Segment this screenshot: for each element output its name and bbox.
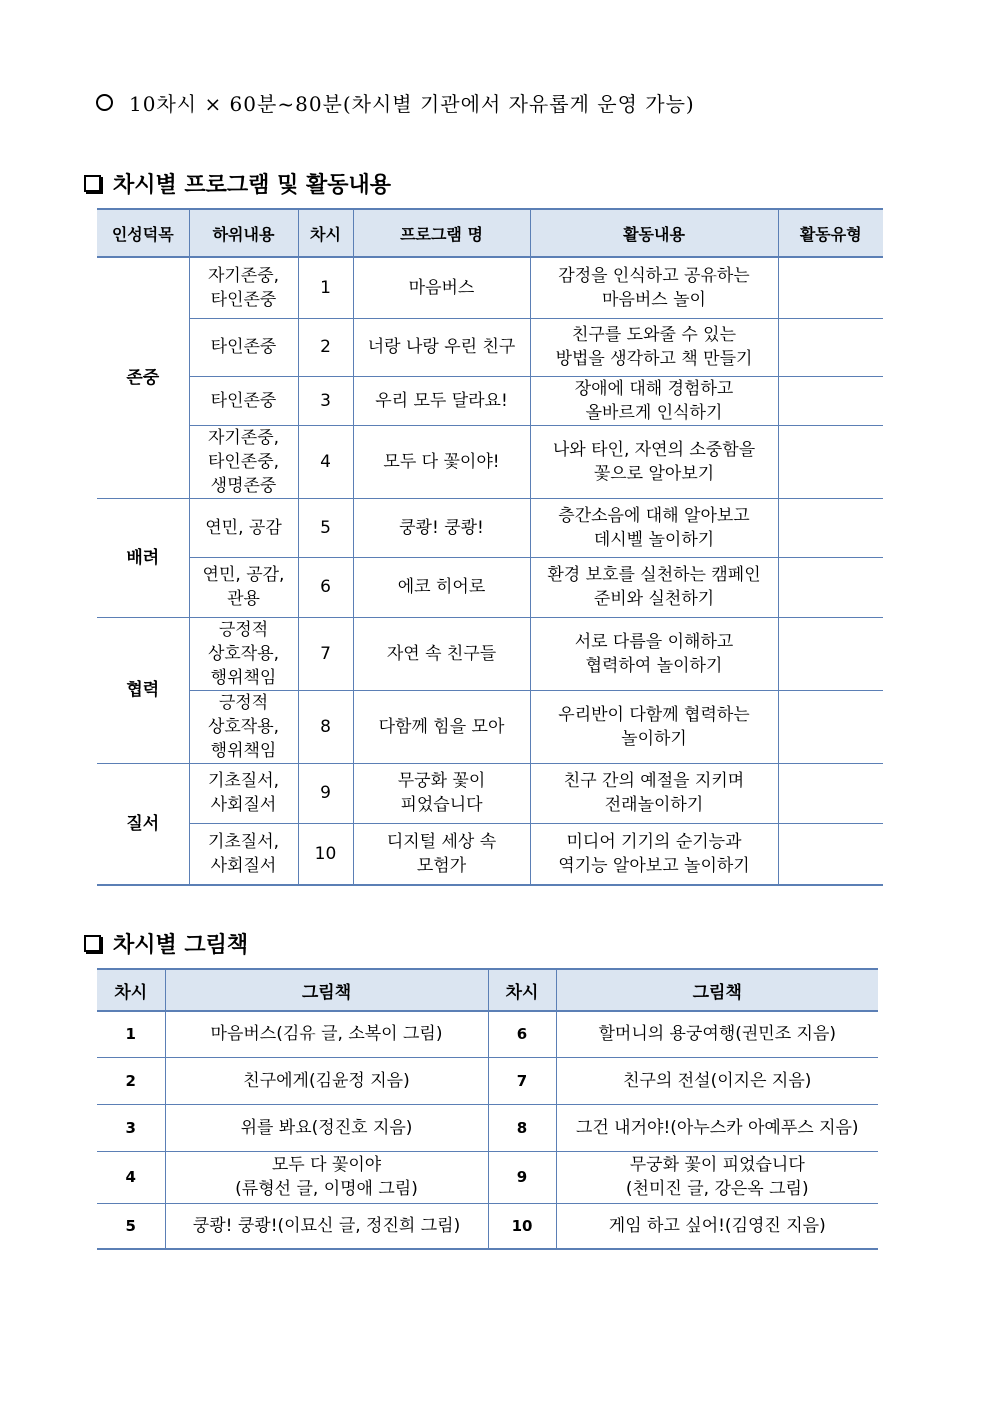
activity-cell: 감정을 인식하고 공유하는 마음버스 놀이 [530, 257, 778, 318]
header-sub: 하위내용 [189, 209, 298, 257]
program-cell: 모두 다 꽃이야! [353, 425, 530, 498]
book-cell: 위를 봐요(정진호 지음) [165, 1104, 488, 1151]
program-table-header [97, 209, 883, 257]
table-row [97, 425, 883, 498]
intro-line [96, 88, 695, 117]
type-cell [778, 257, 883, 318]
session-cell: 8 [488, 1104, 556, 1151]
sub-cell: 연민, 공감, 관용 [189, 557, 298, 617]
session-cell: 5 [97, 1203, 165, 1249]
header-session: 차시 [298, 209, 353, 257]
book-cell: 무궁화 꽃이 피었습니다 (천미진 글, 강은옥 그림) [556, 1151, 878, 1203]
circle-bullet-icon [96, 94, 113, 111]
header-type: 활동유형 [778, 209, 883, 257]
type-cell [778, 823, 883, 885]
activity-cell: 미디어 기기의 순기능과 역기능 알아보고 놀이하기 [530, 823, 778, 885]
program-cell: 마음버스 [353, 257, 530, 318]
program-cell: 쿵쾅! 쿵쾅! [353, 498, 530, 557]
book-cell: 쿵쾅! 쿵쾅!(이묘신 글, 정진희 그림) [165, 1203, 488, 1249]
sub-cell: 긍정적 상호작용, 행위책임 [189, 690, 298, 763]
type-cell [778, 690, 883, 763]
book-cell: 마음버스(김유 글, 소복이 그림) [165, 1011, 488, 1057]
sub-cell: 연민, 공감 [189, 498, 298, 557]
sub-cell: 타인존중 [189, 318, 298, 376]
header-activity: 활동내용 [530, 209, 778, 257]
table-row [97, 1104, 878, 1151]
session-cell: 8 [298, 690, 353, 763]
book-cell: 그건 내거야!(아누스카 아예푸스 지음) [556, 1104, 878, 1151]
session-cell: 9 [298, 763, 353, 823]
type-cell [778, 318, 883, 376]
program-cell: 자연 속 친구들 [353, 617, 530, 690]
program-cell: 무궁화 꽃이 피었습니다 [353, 763, 530, 823]
header-book: 그림책 [165, 969, 488, 1011]
session-cell: 3 [97, 1104, 165, 1151]
session-cell: 4 [97, 1151, 165, 1203]
virtue-cell: 존중 [97, 257, 189, 498]
header-session: 차시 [488, 969, 556, 1011]
session-cell: 6 [298, 557, 353, 617]
table-row [97, 690, 883, 763]
header-session: 차시 [97, 969, 165, 1011]
book-cell: 게임 하고 싶어!(김영진 지음) [556, 1203, 878, 1249]
type-cell [778, 425, 883, 498]
session-cell: 5 [298, 498, 353, 557]
program-table [97, 208, 883, 886]
program-cell: 우리 모두 달라요! [353, 376, 530, 425]
session-cell: 10 [488, 1203, 556, 1249]
table-row [97, 557, 883, 617]
type-cell [778, 617, 883, 690]
session-cell: 2 [298, 318, 353, 376]
table-row [97, 763, 883, 823]
session-cell: 1 [298, 257, 353, 318]
table-row [97, 1151, 878, 1203]
session-cell: 6 [488, 1011, 556, 1057]
table-row [97, 257, 883, 318]
checkbox-bullet-icon [84, 935, 101, 952]
header-virtue: 인성덕목 [97, 209, 189, 257]
sub-cell: 긍정적 상호작용, 행위책임 [189, 617, 298, 690]
book-cell: 모두 다 꽃이야 (류형선 글, 이명애 그림) [165, 1151, 488, 1203]
book-cell: 친구의 전설(이지은 지음) [556, 1057, 878, 1104]
checkbox-bullet-icon [84, 175, 101, 192]
session-cell: 3 [298, 376, 353, 425]
session-cell: 10 [298, 823, 353, 885]
program-cell: 너랑 나랑 우린 친구 [353, 318, 530, 376]
table-row [97, 1057, 878, 1104]
session-cell: 7 [488, 1057, 556, 1104]
table-row [97, 1203, 878, 1249]
section-heading-books-text: 차시별 그림책 [113, 932, 249, 958]
virtue-cell: 배려 [97, 498, 189, 617]
sub-cell: 자기존중, 타인존중, 생명존중 [189, 425, 298, 498]
program-cell: 디지털 세상 속 모험가 [353, 823, 530, 885]
activity-cell: 서로 다름을 이해하고 협력하여 놀이하기 [530, 617, 778, 690]
activity-cell: 친구 간의 예절을 지키며 전래놀이하기 [530, 763, 778, 823]
activity-cell: 우리반이 다함께 협력하는 놀이하기 [530, 690, 778, 763]
sub-cell: 기초질서, 사회질서 [189, 823, 298, 885]
table-row [97, 498, 883, 557]
section-heading-program [84, 168, 391, 199]
session-cell: 1 [97, 1011, 165, 1057]
activity-cell: 친구를 도와줄 수 있는 방법을 생각하고 책 만들기 [530, 318, 778, 376]
program-cell: 다함께 힘을 모아 [353, 690, 530, 763]
session-cell: 4 [298, 425, 353, 498]
type-cell [778, 763, 883, 823]
session-cell: 7 [298, 617, 353, 690]
activity-cell: 층간소음에 대해 알아보고 데시벨 놀이하기 [530, 498, 778, 557]
book-table-header [97, 969, 878, 1011]
program-cell: 에코 히어로 [353, 557, 530, 617]
book-cell: 할머니의 용궁여행(권민조 지음) [556, 1011, 878, 1057]
intro-text: 10차시 × 60분~80분(차시별 기관에서 자유롭게 운영 가능) [129, 92, 695, 116]
sub-cell: 타인존중 [189, 376, 298, 425]
activity-cell: 환경 보호를 실천하는 캠페인 준비와 실천하기 [530, 557, 778, 617]
session-cell: 2 [97, 1057, 165, 1104]
activity-cell: 나와 타인, 자연의 소중함을 꽃으로 알아보기 [530, 425, 778, 498]
table-row [97, 617, 883, 690]
virtue-cell: 질서 [97, 763, 189, 885]
section-heading-books [84, 928, 248, 959]
book-table [97, 968, 878, 1250]
sub-cell: 기초질서, 사회질서 [189, 763, 298, 823]
section-heading-program-text: 차시별 프로그램 및 활동내용 [113, 172, 392, 198]
book-cell: 친구에게(김윤정 지음) [165, 1057, 488, 1104]
sub-cell: 자기존중, 타인존중 [189, 257, 298, 318]
session-cell: 9 [488, 1151, 556, 1203]
type-cell [778, 376, 883, 425]
type-cell [778, 557, 883, 617]
type-cell [778, 498, 883, 557]
table-row [97, 318, 883, 376]
table-row [97, 376, 883, 425]
table-row [97, 823, 883, 885]
header-book: 그림책 [556, 969, 878, 1011]
header-program: 프로그램 명 [353, 209, 530, 257]
virtue-cell: 협력 [97, 617, 189, 763]
table-row [97, 1011, 878, 1057]
activity-cell: 장애에 대해 경험하고 올바르게 인식하기 [530, 376, 778, 425]
